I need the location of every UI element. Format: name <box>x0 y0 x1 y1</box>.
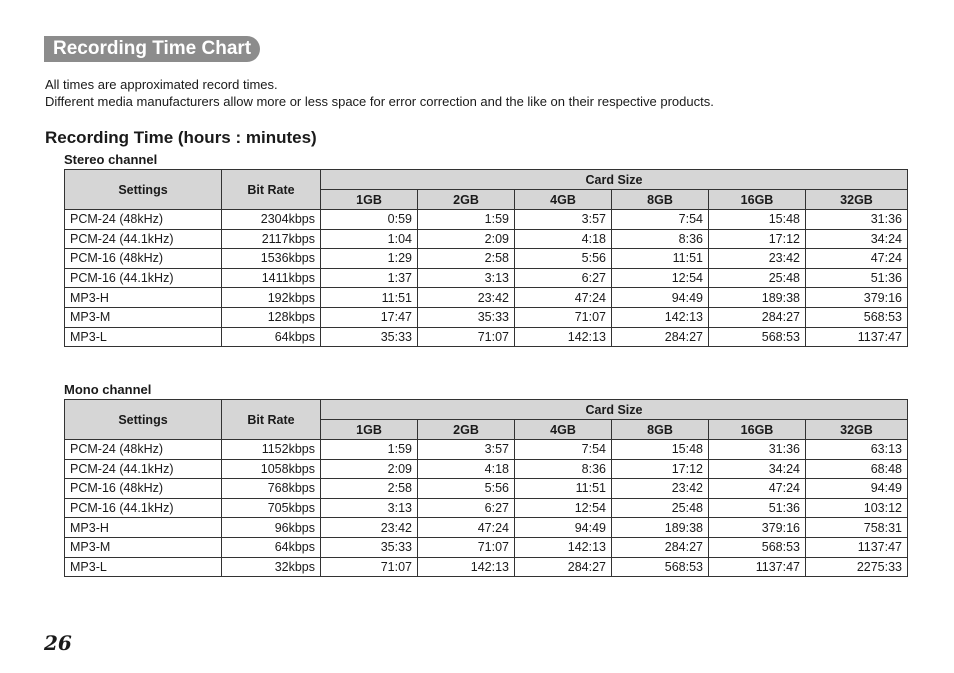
bit-rate-cell: 2117kbps <box>222 229 321 249</box>
time-cell: 189:38 <box>709 288 806 308</box>
time-cell: 31:36 <box>709 440 806 460</box>
time-cell: 8:36 <box>612 229 709 249</box>
time-cell: 71:07 <box>321 557 418 577</box>
time-cell: 47:24 <box>418 518 515 538</box>
mono-table <box>64 399 908 577</box>
time-cell: 189:38 <box>612 518 709 538</box>
time-cell: 379:16 <box>806 288 908 308</box>
bit-rate-cell: 1152kbps <box>222 440 321 460</box>
time-cell: 47:24 <box>806 249 908 269</box>
time-cell: 1:04 <box>321 229 418 249</box>
size-header-4gb: 4GB <box>515 190 612 210</box>
time-cell: 3:57 <box>418 440 515 460</box>
table-row <box>65 498 908 518</box>
setting-cell: MP3-H <box>65 288 222 308</box>
time-cell: 1137:47 <box>806 537 908 557</box>
time-cell: 47:24 <box>515 288 612 308</box>
section-heading: Recording Time (hours : minutes) <box>45 128 317 147</box>
time-cell: 51:36 <box>806 268 908 288</box>
time-cell: 25:48 <box>612 498 709 518</box>
time-cell: 1:29 <box>321 249 418 269</box>
time-cell: 3:13 <box>418 268 515 288</box>
time-cell: 35:33 <box>321 537 418 557</box>
stereo-table-body <box>65 210 908 347</box>
time-cell: 568:53 <box>806 307 908 327</box>
table-row <box>65 288 908 308</box>
time-cell: 17:12 <box>709 229 806 249</box>
size-header-4gb: 4GB <box>515 420 612 440</box>
time-cell: 8:36 <box>515 459 612 479</box>
time-cell: 2:09 <box>418 229 515 249</box>
bit-rate-cell: 64kbps <box>222 327 321 347</box>
time-cell: 12:54 <box>612 268 709 288</box>
time-cell: 1:59 <box>321 440 418 460</box>
time-cell: 94:49 <box>612 288 709 308</box>
time-cell: 142:13 <box>418 557 515 577</box>
intro-line-2: Different media manufacturers allow more or less space for error correction and the like on their respective products. <box>45 94 714 109</box>
time-cell: 71:07 <box>418 537 515 557</box>
table-row <box>65 229 908 249</box>
bit-rate-cell: 128kbps <box>222 307 321 327</box>
settings-header: Settings <box>65 170 222 210</box>
setting-cell: PCM-24 (44.1kHz) <box>65 229 222 249</box>
time-cell: 0:59 <box>321 210 418 230</box>
table-row <box>65 537 908 557</box>
setting-cell: PCM-16 (44.1kHz) <box>65 498 222 518</box>
bit-rate-cell: 705kbps <box>222 498 321 518</box>
table-row <box>65 249 908 269</box>
intro-text <box>45 76 714 110</box>
time-cell: 17:47 <box>321 307 418 327</box>
setting-cell: PCM-16 (48kHz) <box>65 249 222 269</box>
time-cell: 6:27 <box>418 498 515 518</box>
time-cell: 568:53 <box>612 557 709 577</box>
bit-rate-cell: 32kbps <box>222 557 321 577</box>
card-size-header: Card Size <box>321 170 908 190</box>
bit-rate-cell: 768kbps <box>222 479 321 499</box>
table-row <box>65 459 908 479</box>
size-header-1gb: 1GB <box>321 190 418 210</box>
bit-rate-cell: 1536kbps <box>222 249 321 269</box>
time-cell: 5:56 <box>418 479 515 499</box>
time-cell: 7:54 <box>612 210 709 230</box>
stereo-table <box>64 169 908 347</box>
size-header-32gb: 32GB <box>806 420 908 440</box>
time-cell: 2:58 <box>321 479 418 499</box>
bit-rate-cell: 2304kbps <box>222 210 321 230</box>
size-header-8gb: 8GB <box>612 190 709 210</box>
size-header-8gb: 8GB <box>612 420 709 440</box>
time-cell: 23:42 <box>321 518 418 538</box>
time-cell: 284:27 <box>612 327 709 347</box>
setting-cell: PCM-16 (48kHz) <box>65 479 222 499</box>
time-cell: 11:51 <box>321 288 418 308</box>
time-cell: 35:33 <box>418 307 515 327</box>
bit-rate-cell: 1411kbps <box>222 268 321 288</box>
size-header-2gb: 2GB <box>418 420 515 440</box>
setting-cell: PCM-16 (44.1kHz) <box>65 268 222 288</box>
settings-header: Settings <box>65 400 222 440</box>
time-cell: 2:09 <box>321 459 418 479</box>
time-cell: 142:13 <box>515 327 612 347</box>
setting-cell: MP3-M <box>65 537 222 557</box>
time-cell: 379:16 <box>709 518 806 538</box>
setting-cell: MP3-H <box>65 518 222 538</box>
setting-cell: MP3-L <box>65 327 222 347</box>
time-cell: 5:56 <box>515 249 612 269</box>
time-cell: 71:07 <box>418 327 515 347</box>
time-cell: 3:13 <box>321 498 418 518</box>
time-cell: 758:31 <box>806 518 908 538</box>
table-row <box>65 307 908 327</box>
time-cell: 142:13 <box>515 537 612 557</box>
size-header-32gb: 32GB <box>806 190 908 210</box>
setting-cell: MP3-L <box>65 557 222 577</box>
bit-rate-cell: 1058kbps <box>222 459 321 479</box>
time-cell: 17:12 <box>612 459 709 479</box>
table-row <box>65 518 908 538</box>
time-cell: 94:49 <box>515 518 612 538</box>
table-row <box>65 440 908 460</box>
time-cell: 6:27 <box>515 268 612 288</box>
time-cell: 4:18 <box>418 459 515 479</box>
time-cell: 11:51 <box>612 249 709 269</box>
time-cell: 47:24 <box>709 479 806 499</box>
time-cell: 3:57 <box>515 210 612 230</box>
size-header-16gb: 16GB <box>709 190 806 210</box>
time-cell: 63:13 <box>806 440 908 460</box>
time-cell: 2:58 <box>418 249 515 269</box>
table-row <box>65 557 908 577</box>
setting-cell: MP3-M <box>65 307 222 327</box>
bit-rate-header: Bit Rate <box>222 170 321 210</box>
setting-cell: PCM-24 (48kHz) <box>65 440 222 460</box>
time-cell: 15:48 <box>709 210 806 230</box>
bit-rate-cell: 64kbps <box>222 537 321 557</box>
size-header-2gb: 2GB <box>418 190 515 210</box>
time-cell: 71:07 <box>515 307 612 327</box>
card-size-header: Card Size <box>321 400 908 420</box>
setting-cell: PCM-24 (48kHz) <box>65 210 222 230</box>
table-row <box>65 327 908 347</box>
time-cell: 23:42 <box>612 479 709 499</box>
time-cell: 284:27 <box>515 557 612 577</box>
intro-line-1: All times are approximated record times. <box>45 77 278 92</box>
time-cell: 284:27 <box>709 307 806 327</box>
time-cell: 1:59 <box>418 210 515 230</box>
bit-rate-header: Bit Rate <box>222 400 321 440</box>
time-cell: 94:49 <box>806 479 908 499</box>
stereo-heading: Stereo channel <box>64 152 158 167</box>
time-cell: 4:18 <box>515 229 612 249</box>
time-cell: 23:42 <box>709 249 806 269</box>
mono-table-body <box>65 440 908 577</box>
time-cell: 31:36 <box>806 210 908 230</box>
time-cell: 34:24 <box>709 459 806 479</box>
time-cell: 23:42 <box>418 288 515 308</box>
page-number: 26 <box>44 631 72 655</box>
time-cell: 35:33 <box>321 327 418 347</box>
page-title: Recording Time Chart <box>44 36 260 62</box>
bit-rate-cell: 96kbps <box>222 518 321 538</box>
size-header-16gb: 16GB <box>709 420 806 440</box>
time-cell: 68:48 <box>806 459 908 479</box>
time-cell: 15:48 <box>612 440 709 460</box>
time-cell: 284:27 <box>612 537 709 557</box>
time-cell: 1137:47 <box>806 327 908 347</box>
mono-heading: Mono channel <box>64 382 152 397</box>
time-cell: 34:24 <box>806 229 908 249</box>
time-cell: 568:53 <box>709 537 806 557</box>
time-cell: 2275:33 <box>806 557 908 577</box>
table-row <box>65 268 908 288</box>
bit-rate-cell: 192kbps <box>222 288 321 308</box>
table-row <box>65 479 908 499</box>
time-cell: 51:36 <box>709 498 806 518</box>
time-cell: 1137:47 <box>709 557 806 577</box>
time-cell: 11:51 <box>515 479 612 499</box>
time-cell: 568:53 <box>709 327 806 347</box>
time-cell: 1:37 <box>321 268 418 288</box>
time-cell: 7:54 <box>515 440 612 460</box>
size-header-1gb: 1GB <box>321 420 418 440</box>
time-cell: 103:12 <box>806 498 908 518</box>
time-cell: 142:13 <box>612 307 709 327</box>
time-cell: 25:48 <box>709 268 806 288</box>
setting-cell: PCM-24 (44.1kHz) <box>65 459 222 479</box>
table-row <box>65 210 908 230</box>
time-cell: 12:54 <box>515 498 612 518</box>
